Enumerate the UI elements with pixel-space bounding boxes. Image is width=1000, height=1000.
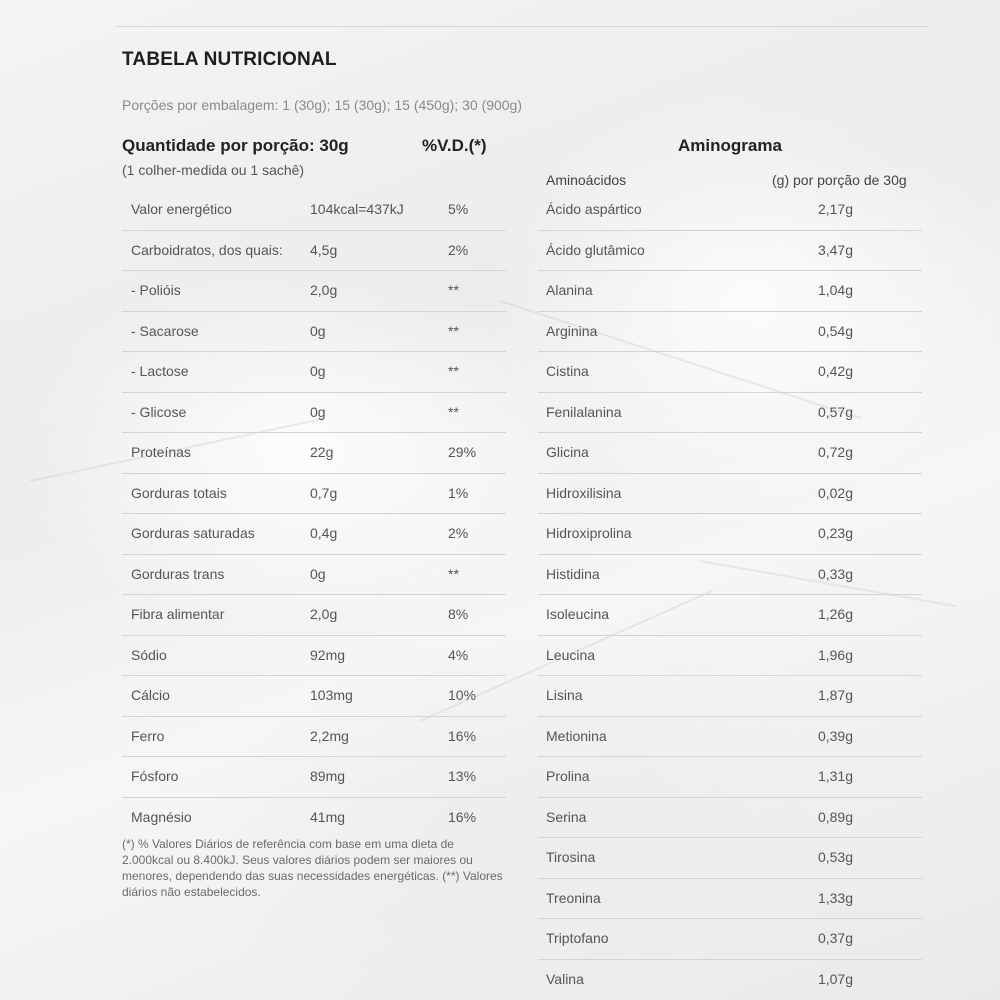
amino-name: Leucina: [546, 646, 596, 663]
amino-value: 0,39g: [817, 727, 853, 744]
table-row: [538, 190, 922, 231]
page-title: TABELA NUTRICIONAL: [122, 49, 337, 70]
nutrient-name: - Polióis: [131, 282, 181, 298]
nutrient-name: Ferro: [131, 727, 165, 744]
nutrient-vd: **: [448, 282, 459, 298]
table-row: [122, 798, 506, 838]
nutrient-name: Valor energético: [131, 201, 232, 217]
nutrient-amount: 2,2mg: [310, 727, 349, 744]
amino-value: 0,89g: [817, 808, 853, 825]
nutrient-name: Magnésio: [131, 808, 192, 825]
aminogram-col-value: (g) por porção de 30g: [772, 172, 907, 188]
amino-name: Treonina: [546, 889, 601, 906]
amino-value: 0,33g: [817, 565, 853, 582]
vd-heading: %V.D.(*): [422, 136, 487, 155]
amino-name: Serina: [546, 808, 587, 825]
nutrient-vd: 29%: [448, 444, 477, 460]
nutrient-amount: 41mg: [310, 808, 346, 825]
table-row: [122, 757, 506, 798]
amino-value: 1,33g: [817, 889, 853, 906]
aminogram-table: [538, 190, 922, 999]
amino-value: 0,02g: [817, 484, 853, 501]
amino-name: Valina: [546, 970, 584, 987]
amino-name: Alanina: [546, 282, 593, 298]
table-row: [122, 555, 506, 596]
nutrient-name: Carboidratos, dos quais:: [131, 241, 283, 258]
nutrient-vd: 8%: [448, 606, 469, 622]
footnote: (*) % Valores Diários de referência com base em uma dieta de 2.000kcal ou 8.400kJ. Seus valores diários podem ser maiores ou menores, dependendo das suas necessidades energéticas. (**) Valores diários não estabelecidos.: [122, 837, 503, 899]
table-row: [538, 312, 922, 353]
nutrient-vd: 10%: [448, 687, 477, 703]
table-row: [122, 271, 506, 312]
amino-value: 1,04g: [817, 282, 853, 298]
nutrient-amount: 103mg: [310, 687, 353, 703]
table-row: [122, 514, 506, 555]
nutrient-amount: 0g: [310, 403, 326, 420]
amino-name: Prolina: [546, 768, 590, 784]
table-row: [538, 271, 922, 312]
nutrient-name: Fósforo: [131, 768, 179, 784]
table-row: [122, 190, 506, 231]
nutrient-amount: 2,0g: [310, 606, 338, 622]
table-row: [538, 393, 922, 434]
nutrient-vd: 5%: [448, 201, 469, 217]
nutrient-vd: **: [448, 403, 459, 420]
amino-value: 1,31g: [817, 768, 853, 784]
nutrient-name: - Sacarose: [131, 322, 199, 339]
amino-name: Triptofano: [546, 930, 609, 946]
nutrient-name: - Glicose: [131, 403, 187, 420]
amino-value: 1,87g: [817, 687, 853, 703]
table-row: [538, 474, 922, 515]
nutrient-vd: 4%: [448, 646, 469, 663]
amino-value: 1,07g: [817, 970, 853, 987]
nutrient-amount: 0,4g: [310, 525, 338, 541]
amino-name: Hidroxilisina: [546, 484, 622, 501]
amino-name: Fenilalanina: [546, 403, 622, 420]
amino-name: Ácido aspártico: [546, 201, 642, 217]
nutrient-vd: 13%: [448, 768, 477, 784]
amino-value: 2,17g: [817, 201, 853, 217]
amino-value: 1,26g: [817, 606, 853, 622]
nutrition-heading: Quantidade por porção: 30g: [122, 136, 349, 155]
nutrient-name: Proteínas: [131, 444, 191, 460]
amino-value: 3,47g: [817, 241, 853, 258]
amino-value: 0,23g: [817, 525, 853, 541]
nutrient-vd: 2%: [448, 241, 469, 258]
nutrient-name: Sódio: [131, 646, 167, 663]
table-row: [122, 433, 506, 474]
amino-name: Hidroxiprolina: [546, 525, 632, 541]
nutrient-vd: 16%: [448, 727, 477, 744]
nutrition-subheading: (1 colher-medida ou 1 sachê): [122, 162, 305, 178]
table-row: [538, 838, 922, 879]
nutrient-amount: 4,5g: [310, 241, 338, 258]
amino-value: 0,53g: [817, 849, 853, 865]
nutrient-amount: 22g: [310, 444, 334, 460]
table-row: [538, 960, 922, 1000]
nutrient-amount: 89mg: [310, 768, 346, 784]
amino-value: 0,54g: [817, 322, 853, 339]
amino-name: Metionina: [546, 727, 607, 744]
amino-value: 0,37g: [817, 930, 853, 946]
nutrition-table: [122, 190, 506, 837]
table-row: [538, 595, 922, 636]
amino-name: Lisina: [546, 687, 583, 703]
table-row: [538, 757, 922, 798]
amino-value: 0,57g: [817, 403, 853, 420]
table-row: [538, 676, 922, 717]
nutrient-amount: 0g: [310, 322, 326, 339]
nutrient-amount: 2,0g: [310, 282, 338, 298]
table-row: [122, 595, 506, 636]
table-row: [122, 393, 506, 434]
nutrient-amount: 0g: [310, 363, 326, 379]
table-row: [538, 717, 922, 758]
amino-name: Isoleucina: [546, 606, 610, 622]
table-row: [122, 676, 506, 717]
nutrient-amount: 0g: [310, 565, 326, 582]
table-row: [122, 312, 506, 353]
amino-name: Cistina: [546, 363, 589, 379]
aminogram-col-name: Aminoácidos: [546, 172, 627, 188]
table-row: [122, 474, 506, 515]
nutrient-vd: **: [448, 363, 459, 379]
top-divider: [115, 26, 928, 27]
amino-name: Glicina: [546, 444, 589, 460]
nutrient-amount: 0,7g: [310, 484, 338, 501]
table-row: [538, 879, 922, 920]
amino-value: 0,72g: [817, 444, 853, 460]
nutrient-name: Fibra alimentar: [131, 606, 225, 622]
amino-name: Tirosina: [546, 849, 596, 865]
nutrient-vd: **: [448, 322, 459, 339]
nutrient-vd: 2%: [448, 525, 469, 541]
nutrient-amount: 92mg: [310, 646, 346, 663]
table-row: [538, 636, 922, 677]
nutrient-vd: **: [448, 565, 459, 582]
table-row: [538, 798, 922, 839]
amino-name: Arginina: [546, 322, 598, 339]
aminogram-title: Aminograma: [678, 136, 782, 155]
nutrient-amount: 104kcal=437kJ: [310, 201, 404, 217]
nutrient-name: Gorduras saturadas: [131, 525, 255, 541]
table-row: [122, 717, 506, 758]
amino-value: 1,96g: [817, 646, 853, 663]
table-row: [122, 636, 506, 677]
table-row: [538, 514, 922, 555]
nutrient-name: Cálcio: [131, 687, 170, 703]
nutrient-name: Gorduras totais: [131, 484, 227, 501]
portions-info: Porções por embalagem: 1 (30g); 15 (30g); 15 (450g); 30 (900g): [122, 97, 523, 113]
amino-value: 0,42g: [817, 363, 853, 379]
nutrient-name: - Lactose: [131, 363, 189, 379]
table-row: [122, 352, 506, 393]
table-row: [538, 555, 922, 596]
table-row: [538, 231, 922, 272]
table-row: [538, 919, 922, 960]
nutrient-name: Gorduras trans: [131, 565, 225, 582]
table-row: [122, 231, 506, 272]
amino-name: Histidina: [546, 565, 600, 582]
table-row: [538, 352, 922, 393]
nutrient-vd: 1%: [448, 484, 469, 501]
nutrient-vd: 16%: [448, 808, 477, 825]
amino-name: Ácido glutâmico: [546, 241, 645, 258]
table-row: [538, 433, 922, 474]
